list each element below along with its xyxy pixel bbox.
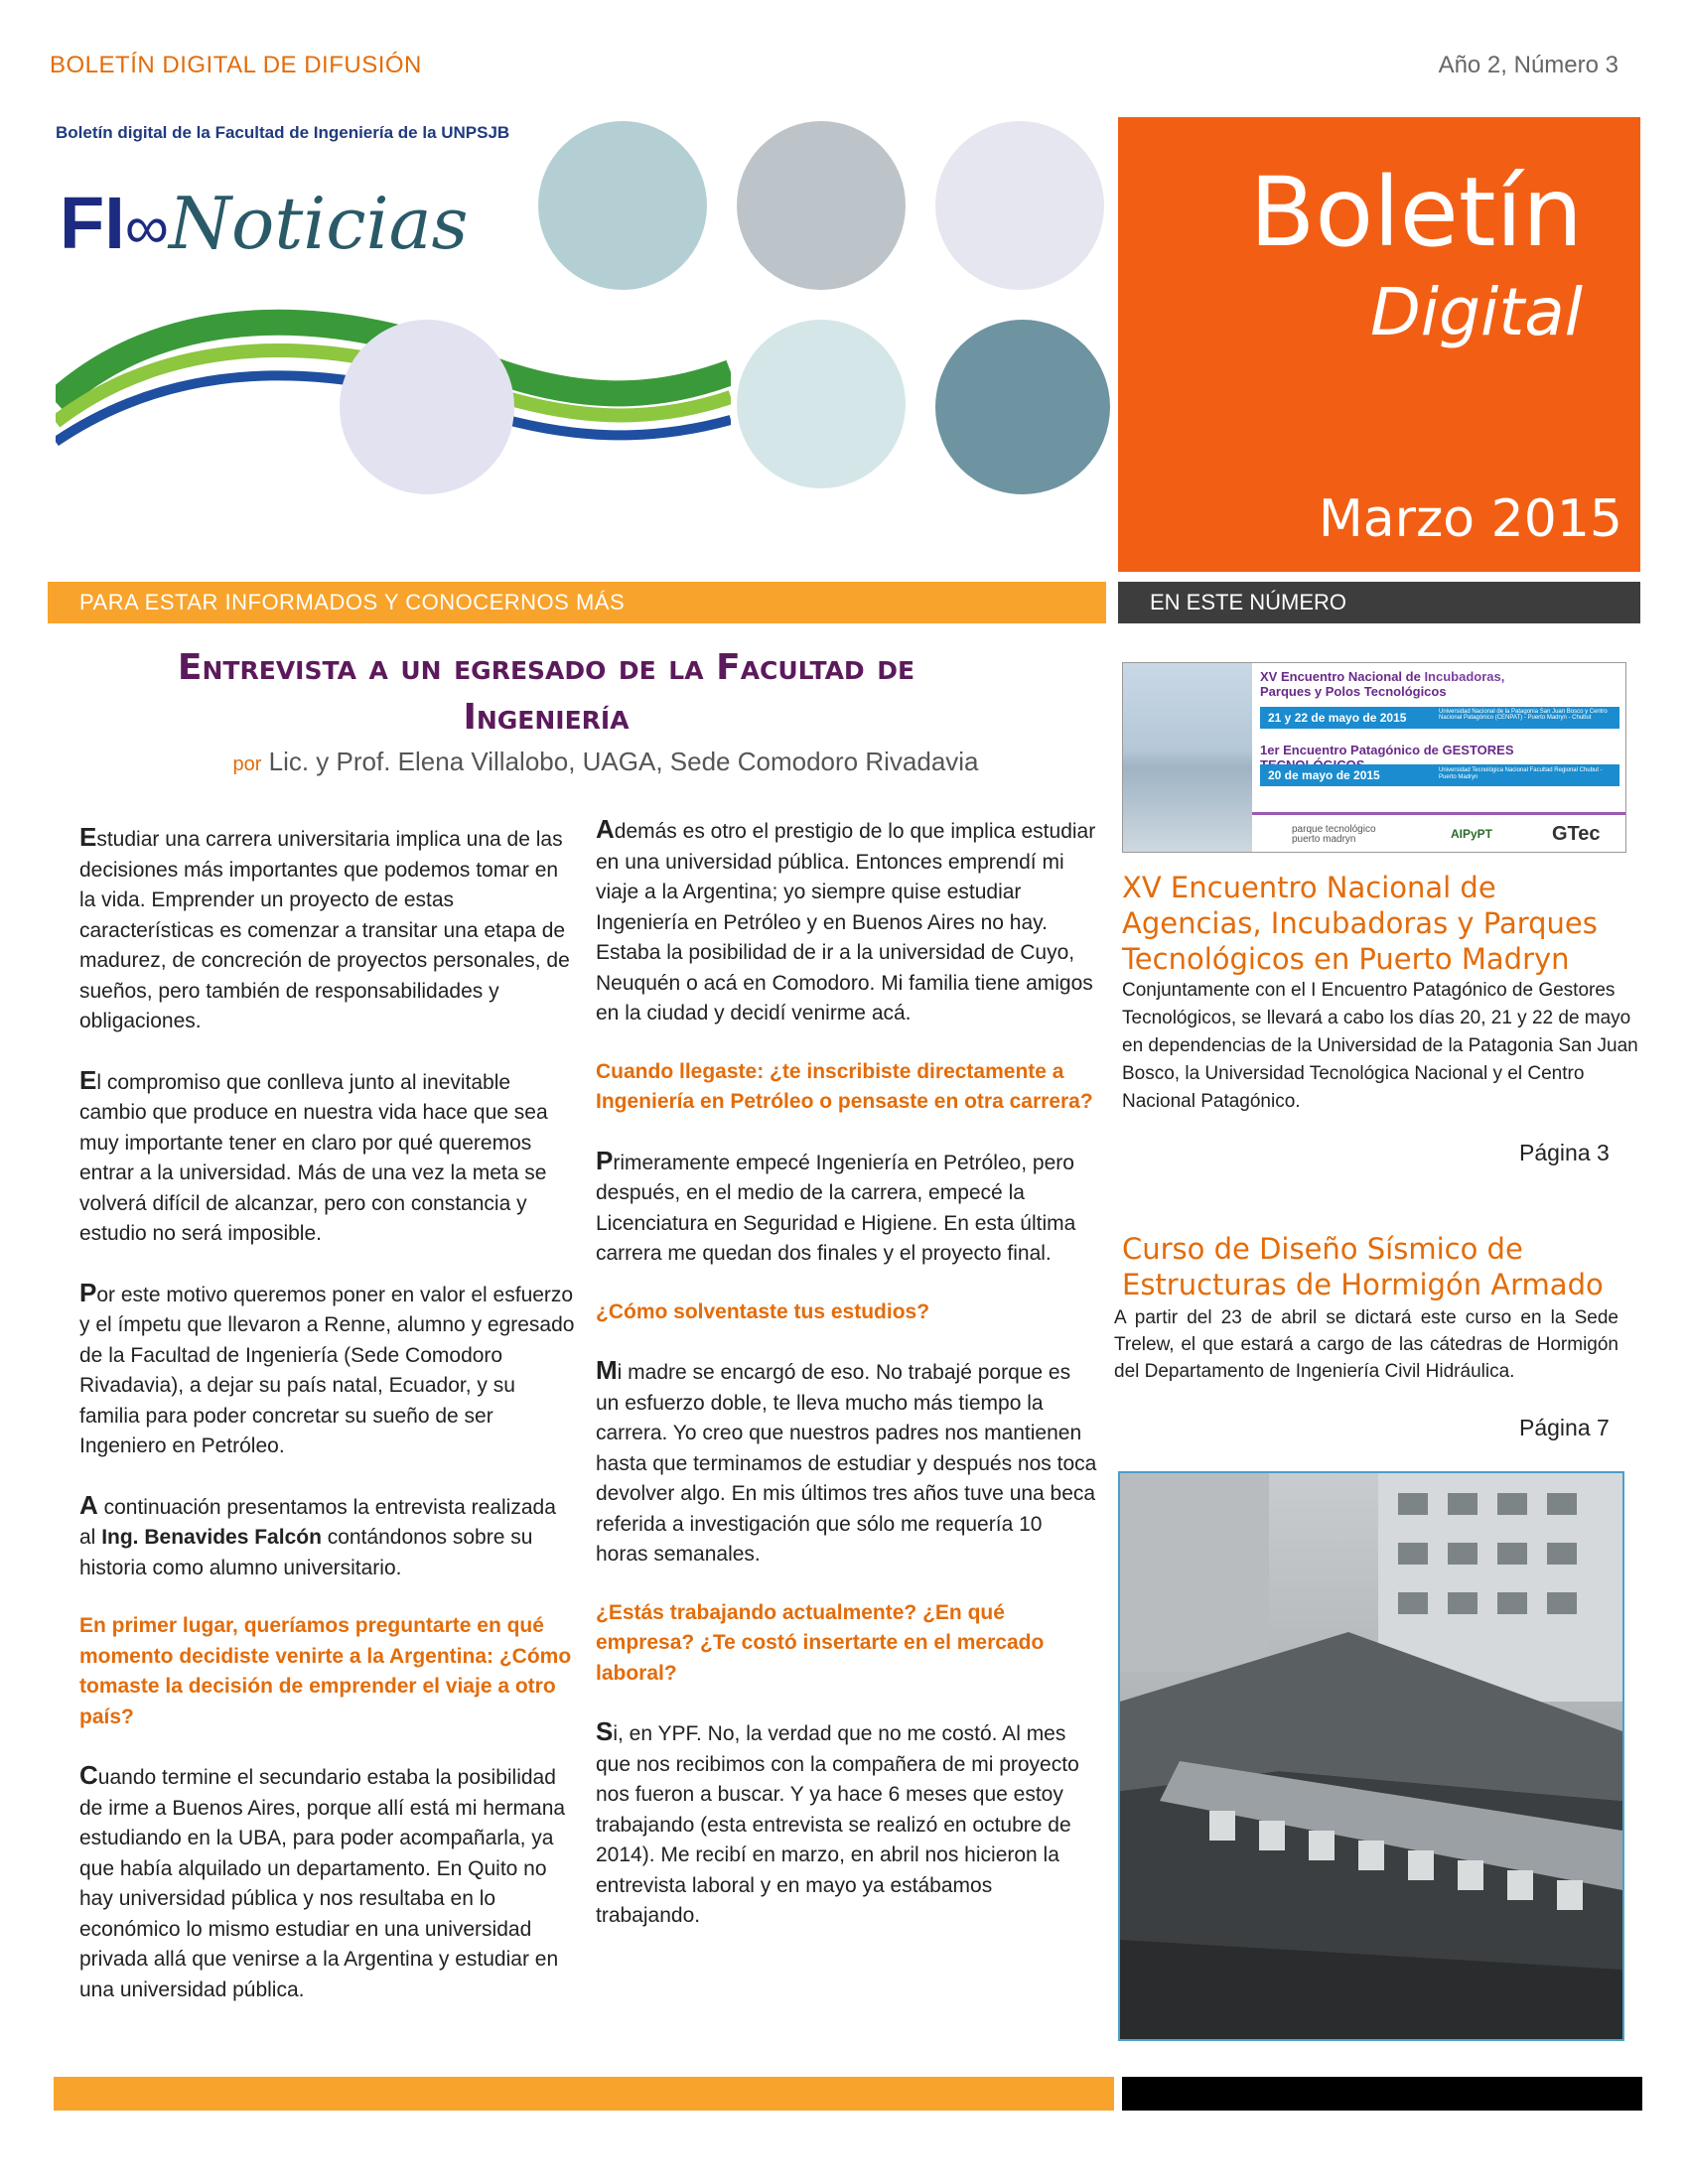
paragraph: Además es otro el prestigio de lo que implica estudiar en una universidad pública. Entonces emprendí mi viaje a la Argentina; yo siempre quise estudiar Ingeniería en Petróleo y en Buenos Aires no hay. Estaba la posibilidad de ir a la universidad de Cuyo, Neuquén o acá en Comodoro. Mi familia tiene amigos en la ciudad y decidí venirme acá. [596,814,1096,1024]
sidebar-item2-text: A partir del 23 de abril se dictará este curso en la Sede Trelew, el que estará a cargo de las cátedras de Hormigón del Departamento de Ingeniería Civil Hidráulica. [1114,1307,1618,1382]
article-title-line1: Entrevista a un egresado de la Facultad de [177,647,915,688]
banner-line2: Parques y Polos Tecnológicos [1260,684,1447,699]
decor-circle-3 [935,121,1104,290]
article-title [99,643,993,743]
banner-line3b: GESTORES [1442,743,1514,757]
article-title-line2: Ingeniería [463,697,630,738]
paragraph: Si, en YPF. No, la verdad que no me costó. Al mes que nos recibimos con la compañera de mi proyecto nos fueron a buscar. Y ya hace 6 meses que estoy trabajando (esta entrevista se realizó en octubre de 2014). Me recibí en marzo, en abril nos hicieron la entrevista laboral y en mayo ya estábamos trabajando. [596,1716,1079,1927]
cover-date: Marzo 2015 [1318,489,1622,549]
byline-author: Lic. y Prof. Elena Villalobo, UAGA, Sede Comodoro Rivadavia [268,747,979,776]
earthquake-building-photo [1118,1471,1624,2041]
sidebar-item1-page: Página 3 [1519,1140,1610,1165]
sidebar-item2-page: Página 7 [1519,1415,1610,1440]
article-column-2 [596,814,1097,1960]
decor-circle-1 [538,121,707,290]
banner-date1: 21 y 22 de mayo de 2015 [1268,711,1407,725]
footer-bar-orange [54,2077,1114,2111]
issue-number: Año 2, Número 3 [1438,52,1618,78]
banner-logo-parque: parque tecnológico puerto madryn [1292,824,1376,845]
interview-question: ¿Estás trabajando actualmente? ¿En qué empresa? ¿Te costó insertarte en el mercado laboral? [596,1600,1045,1685]
logo-noticias: Noticias [168,182,469,265]
decor-circle-4 [340,320,514,494]
infinity-icon: ∞ [124,194,169,262]
coast-photo [1123,663,1252,853]
article-byline [99,747,1112,777]
interview-question: ¿Cómo solventaste tus estudios? [596,1299,930,1323]
interview-question: En primer lugar, queríamos preguntarte en qué momento decidiste venirte a la Argentina: ¿Cómo tomaste la decisión de emprender el viaje a otro país? [79,1614,572,1728]
cover-title: Boletín [1249,157,1583,268]
event-banner-image [1122,662,1626,853]
section-bar-main: PARA ESTAR INFORMADOS Y CONOCERNOS MÁS [48,582,1106,623]
section-bar-sidebar: EN ESTE NÚMERO [1118,582,1640,623]
paragraph: El compromiso que conlleva junto al inevitable cambio que produce en nuestra vida hace que sea muy importante tener en claro por qué queremos entrar a la universidad. Más de una vez la meta se volverá difícil de alcanzar, pero con constancia y estudio no será imposible. [79,1064,548,1245]
paragraph: Estudiar una carrera universitaria implica una de las decisiones más importantes que podemos tomar en la vida. Emprender un proyecto de estas características es comenzar a transitar una etapa de madurez, de concreción de proyectos personales, de sueños, pero también de responsabilidades y obligaciones. [79,822,570,1032]
sidebar-item1-title: XV Encuentro Nacional de Agencias, Incubadoras y Parques Tecnológicos en Puerto Madryn [1122,871,1598,976]
cover-subtitle: Digital [1369,274,1583,350]
banner-logo-gtec: GTec [1552,823,1601,845]
interview-question: Cuando llegaste: ¿te inscribiste directamente a Ingeniería en Petróleo o pensaste en otra carrera? [596,1059,1093,1113]
logo-fi: FI [60,182,125,264]
article-column-1 [79,822,576,2033]
decor-circle-5 [737,320,906,488]
sidebar-item2-title: Curso de Diseño Sísmico de Estructuras de Hormigón Armado [1122,1232,1604,1301]
banner-logo-aipypt: AIPyPT [1451,827,1493,841]
banner-org1: Universidad Nacional de la Patagonia San Juan Bosco y Centro Nacional Patagónico (CENPAT) - Puerto Madryn - Chubut [1439,709,1608,721]
banner-line1b: Incubadoras, [1424,669,1505,684]
fi-noticias-logo [60,181,536,270]
byline-por: por [232,753,262,775]
masthead-tagline: Boletín digital de la Facultad de Ingeniería de la UNPSJB [56,123,510,142]
banner-line3a: 1er Encuentro Patagónico de [1260,743,1443,757]
decor-circle-2 [737,121,906,290]
sidebar-item1-text: Conjuntamente con el I Encuentro Patagónico de Gestores Tecnológicos, se llevará a cabo los días 20, 21 y 22 de mayo en dependencias de la Universidad de la Patagonia San Juan Bosco, la Universidad Tecnológica Nacional y el Centro Nacional Patagónico. [1122,980,1638,1112]
banner-date2: 20 de mayo de 2015 [1268,768,1380,782]
paragraph: Mi madre se encargó de eso. No trabajé porque es un esfuerzo doble, te lleva mucho más tiempo la carrera. Yo creo que nuestros padres nos mantienen hasta que terminamos de estudiar y después nos toca devolver algo. En mis últimos tres años tuve una beca referida a investigación que sólo me requería 10 horas semanales. [596,1355,1097,1566]
footer-bar-black [1122,2077,1642,2111]
decor-circle-6 [935,320,1110,494]
paragraph: Por este motivo queremos poner en valor el esfuerzo y el ímpetu que llevaron a Renne, alumno y egresado de la Facultad de Ingeniería (Sede Comodoro Rivadavia), a dejar su país natal, Ecuador, y su familia para poder concretar su sueño de ser Ingeniero en Petróleo. [79,1277,575,1457]
paragraph: A continuación presentamos la entrevista realizada al Ing. Benavides Falcón contándonos sobre su historia como alumno universitario. [79,1489,556,1579]
cover-box [1118,117,1640,572]
banner-line1a: XV Encuentro Nacional de [1260,669,1425,684]
paragraph: Primeramente empecé Ingeniería en Petróleo, pero después, en el medio de la carrera, empecé la Licenciatura en Seguridad e Higiene. En esta última carrera me quedan dos finales y el proyecto final. [596,1145,1076,1265]
banner-org2: Universidad Tecnológica Nacional Facultad Regional Chubut - Puerto Madryn [1439,767,1603,780]
paragraph: Cuando termine el secundario estaba la posibilidad de irme a Buenos Aires, porque allí está mi hermana estudiando en la UBA, para poder acompañarla, ya que había alquilado un departamento. En Quito no hay universidad pública y nos resultaba en lo económico lo mismo estudiar en una universidad privada allá que venirse a la Argentina y estudiar en una universidad pública. [79,1760,566,2001]
newsletter-kicker: BOLETÍN DIGITAL DE DIFUSIÓN [50,52,422,78]
